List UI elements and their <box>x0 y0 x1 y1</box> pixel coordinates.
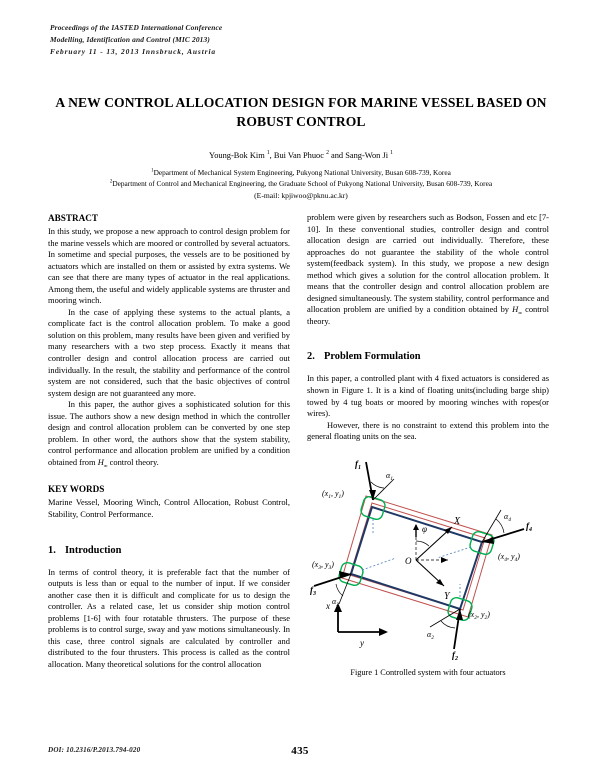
affiliation-marker-1: 1 <box>151 168 154 174</box>
label-alpha-4: $\alpha_4$ <box>504 511 511 523</box>
conference-header-line-1: Proceedings of the IASTED International Conference <box>50 23 223 32</box>
keywords-text: Marine Vessel, Mooring Winch, Control Allocation, Robust Control, Stability, Control Performance. <box>48 497 290 520</box>
label-origin: O <box>405 555 412 566</box>
doi-text: DOI: 10.2316/P.2013.794-020 <box>48 746 141 754</box>
h-symbol: H <box>97 456 104 467</box>
conference-header <box>50 22 554 59</box>
infinity-subscript: ∞ <box>103 463 108 470</box>
h-infinity-symbol-intro <box>512 304 522 318</box>
problem-formulation-paragraph-1: In this paper, a controlled plant with 4 fixed actuators is considered as shown in Figure 1. It is a kind of floating units(including barge ship) towed by 4 tug boats or moored by mooring winches with ropes(or wires). <box>307 373 549 419</box>
label-alpha-1: $\alpha_1$ <box>386 470 393 482</box>
label-corner-2: ($x_2$, $y_2$) <box>468 609 490 621</box>
label-alpha-3: $\alpha_3$ <box>332 596 339 608</box>
label-body-axis-X: X <box>454 515 461 527</box>
author-affil-marker-2: 2 <box>326 149 329 156</box>
angle-arc-1 <box>371 482 384 488</box>
body-columns <box>48 212 554 736</box>
angle-arc-3 <box>336 584 343 596</box>
figure-1-caption: Figure 1 Controlled system with four actuators <box>350 667 506 677</box>
contact-email: (E-mail: kpjiwoo@pknu.ac.kr) <box>254 191 348 201</box>
affiliation-1: $^1$Department of Mechanical System Engineering, Pukyong National University, Busan 608-739, Korea <box>151 167 451 177</box>
left-column <box>48 212 290 736</box>
label-yaw-angle: φ <box>422 523 427 534</box>
abstract-paragraph-2: In the case of applying these systems to the actual plants, a complicate fact is the control allocation problem. To make a good solution on this problem, many results have been given and verified by many researchers with a two step process. Exactly it means that controller design and control allocation process are carried out individually. In the result, the stability and performance of the control system are not considered, such that the basic objectives of control system design are not guaranteed any more. <box>48 306 290 398</box>
author-affil-marker-1: 1 <box>266 149 270 156</box>
figure-1-diagram <box>310 457 546 662</box>
introduction-continued <box>307 212 549 327</box>
author-affil-marker-3: 1 <box>390 149 393 156</box>
page-number: 435 <box>291 745 309 757</box>
label-corner-4: ($x_4$, $y_4$) <box>498 551 520 563</box>
label-corner-3: ($x_3$, $y_3$) <box>312 559 334 571</box>
introduction-title: Introduction <box>65 544 122 556</box>
conference-header-line-2: Modelling, Identification and Control (MIC 2013) <box>50 35 210 45</box>
label-body-axis-Y: Y <box>444 590 450 602</box>
problem-formulation-heading <box>307 349 549 364</box>
introduction-continued-text-a: problem were given by researchers such as Bodson, Fossen and etc [7-10]. In these conventional studies, controller design and control allocation design are carried out individually. Therefore, these approaches do not guarantee the stability of the whole control system(feedback system). In this study, we propose a new design method which gives a solution for the control allocation problem. It means that the controller design and control allocation problem are designed simultaneously. The system stability, control performance and allocation problem are unified by a condition obtained by <box>307 212 549 315</box>
yaw-angle-arc <box>416 541 429 546</box>
body-frame-horizontal-arrow <box>441 557 448 563</box>
abstract-paragraph-1: In this study, we propose a new approach to control design problem for the marine vessels which are moored or controlled by several actuators. In sometime and special purposes, the vessels are to be positioned by actuators which are installed on them or assisted by extra systems. We can see that there are many types of actuator in the real applications. Among them, the useful and widely applicable systems are thruster and mooring winch. <box>48 226 290 306</box>
introduction-heading <box>48 543 290 558</box>
figure-1 <box>307 457 549 679</box>
right-column <box>307 212 549 736</box>
author-list: Young-Bok Kim $^1$, Bui Van Phuoc $^2$ and Sang-Won Ji $^1$ <box>209 149 393 160</box>
introduction-number: 1. <box>48 544 56 556</box>
abstract-paragraph-3-text-a: In this paper, the author gives a sophisticated solution for this issue. The authors show a new design method in which the controller design and control allocation problem can be converted by one step problem. In other word, the authors show that the system stability, control performance and allocation problem are unified by a condition obtained from <box>48 399 290 467</box>
paper-title: A NEW CONTROL ALLOCATION DESIGN FOR MARINE VESSEL BASED ON ROBUST CONTROL <box>55 94 547 129</box>
leader-line-3 <box>362 558 396 570</box>
label-force-1: $f_1$ <box>355 458 361 471</box>
h-symbol: H <box>512 304 519 315</box>
problem-formulation-number: 2. <box>307 351 315 363</box>
label-global-axis-y: y <box>360 637 364 648</box>
conference-header-line-3: February 11 - 13, 2013 Innsbruck, Austria <box>50 47 216 57</box>
label-force-4: $f_4$ <box>526 520 532 533</box>
angle-arc-4 <box>496 519 504 533</box>
abstract-heading: ABSTRACT <box>48 213 99 223</box>
vessel-outer-outline <box>342 496 492 617</box>
problem-formulation-title: Problem Formulation <box>324 351 421 363</box>
label-force-2: $f_2$ <box>452 649 458 662</box>
problem-formulation-paragraph-2: However, there is no constraint to extend this problem into the general floating units on the sea. <box>307 419 549 442</box>
infinity-subscript: ∞ <box>518 311 522 318</box>
affiliation-block <box>48 167 554 189</box>
label-force-3: $f_3$ <box>310 584 316 597</box>
introduction-paragraph-1: In terms of control theory, it is preferable fact that the number of outputs is less than or equal to the number of input. If we consider another case then it is difficult and complicate for us to design the controller. As a related case, let us consider ship motion control problems [1-6] with four rotatable thrusters. The purpose of these problems is to control surge, sway and yaw motions simultaneously. In this case, three control signals are calculated by controller and distributed to the four thrusters. This process is called as the control allocation. Many theoretical solutions for the control allocation <box>48 566 290 669</box>
abstract-paragraph-3-text-b: control theory. <box>107 456 159 467</box>
introduction-continued-text-b: control theory. <box>307 304 549 326</box>
angle-arc-2 <box>441 621 455 628</box>
affiliation-marker-2: 2 <box>109 179 113 185</box>
label-global-axis-x: x <box>326 600 330 611</box>
vessel-hull <box>351 507 482 609</box>
force-arrow-3 <box>339 571 351 578</box>
affiliation-2: $^2$Department of Control and Mechanical Engineering, the Graduate School of Pukyong National University, Busan 608-739, Korea <box>109 178 493 188</box>
reference-line-1 <box>373 479 394 500</box>
h-infinity-symbol-abstract <box>97 456 108 470</box>
abstract-paragraph-3 <box>48 399 290 468</box>
label-corner-1: ($x_1$, $y_1$) <box>322 488 344 500</box>
label-alpha-2: $\alpha_2$ <box>427 629 434 641</box>
keywords-heading: KEY WORDS <box>48 484 105 495</box>
yaw-indicator-arrow <box>413 524 419 530</box>
global-axis-y-arrow <box>379 628 388 636</box>
leader-line-4 <box>437 547 471 558</box>
